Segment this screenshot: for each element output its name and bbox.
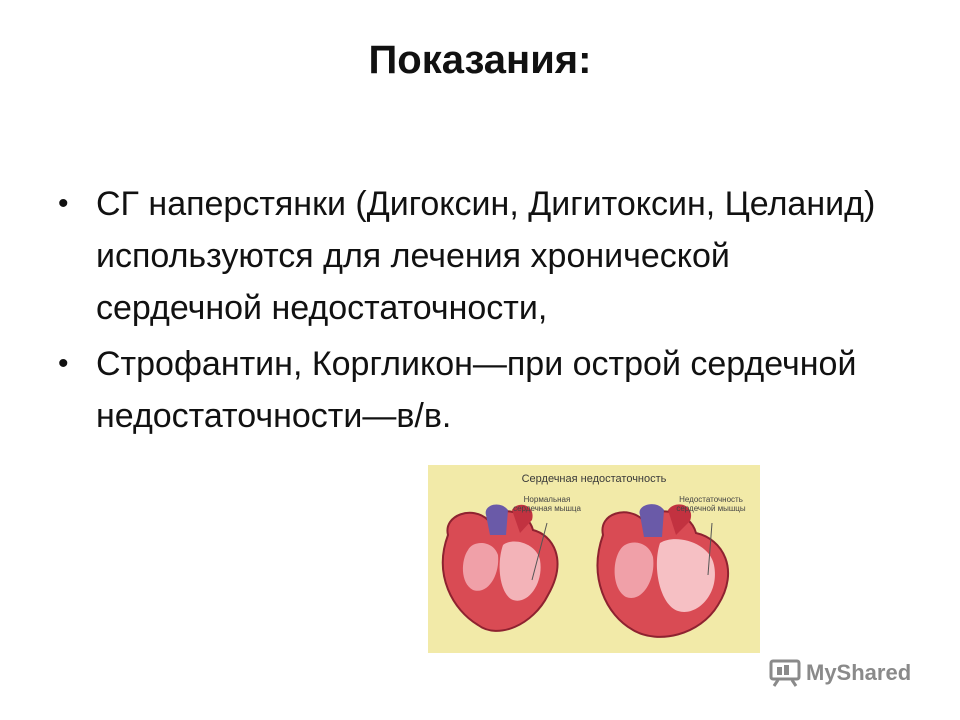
figure-title: Сердечная недостаточность xyxy=(521,473,667,485)
normal-heart-icon xyxy=(443,505,558,631)
bullet-item xyxy=(58,338,878,442)
bullet-dot-icon: • xyxy=(58,187,69,220)
slide-title: Показания: xyxy=(368,38,592,82)
normal-muscle-label: Нормальная сердечная мышца xyxy=(513,495,581,513)
bullet-dot-icon: • xyxy=(58,347,69,380)
bullet-item xyxy=(58,178,878,334)
hearts-drawing xyxy=(428,465,760,653)
failing-muscle-label: Недостаточность сердечной мышцы xyxy=(676,495,746,513)
presentation-board-icon xyxy=(768,659,802,687)
heart-failure-illustration xyxy=(428,465,760,653)
bullet-list xyxy=(58,178,878,446)
watermark xyxy=(768,658,911,688)
bullet-text: Строфантин, Коргликон—при острой сердечной недостаточности—в/в. xyxy=(96,345,857,435)
bullet-text: СГ наперстянки (Дигоксин, Дигитоксин, Целанид) используются для лечения хронической сердечной недостаточности, xyxy=(96,185,876,327)
watermark-text: MyShared xyxy=(806,660,912,685)
